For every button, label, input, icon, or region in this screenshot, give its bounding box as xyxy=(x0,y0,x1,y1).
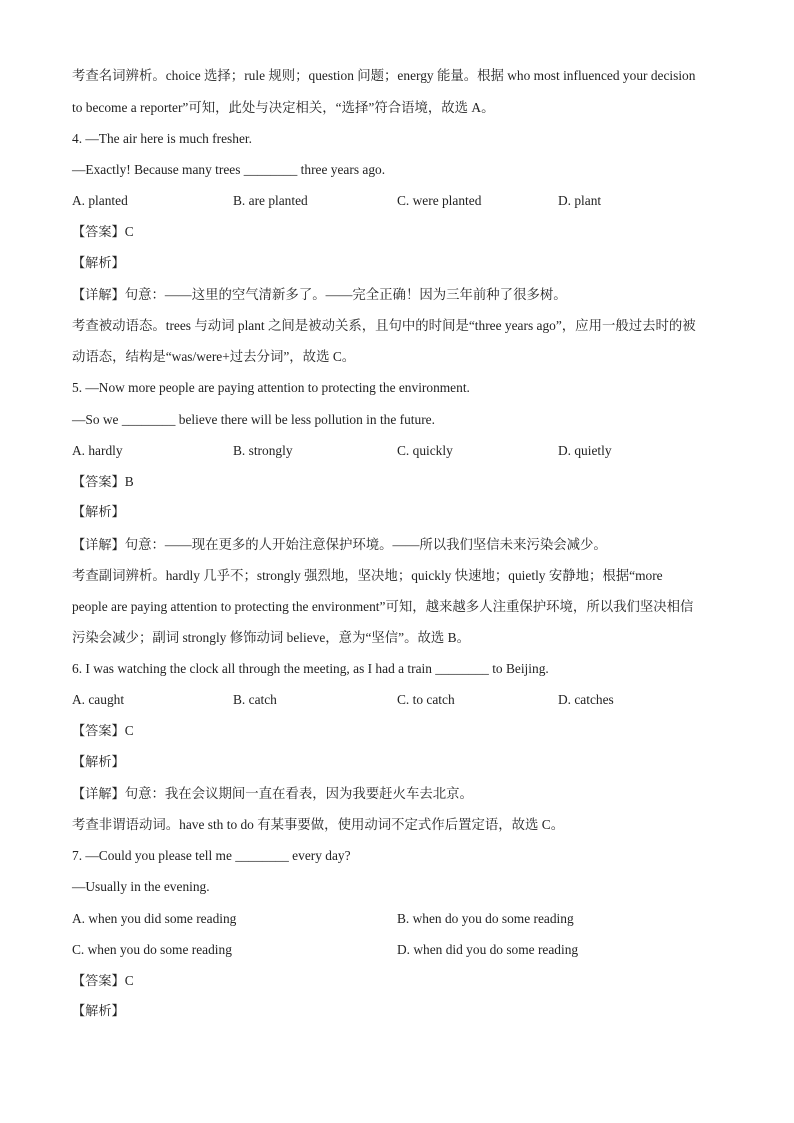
q5-answer xyxy=(72,473,134,492)
q7-answer xyxy=(72,972,134,991)
q4-analysis-label: 【解析】 xyxy=(72,256,125,271)
q6-option-d: D. catches xyxy=(558,692,614,707)
q7-stem-line2: —Usually in the evening. xyxy=(72,879,210,894)
answer-label: 【答案】 xyxy=(72,724,125,739)
q5-explanation-line1: 考查副词辨析。hardly 几乎不；strongly 强烈地，坚决地；quickly 快速地；quietly 安静地；根据“more xyxy=(72,568,663,583)
q5-detail xyxy=(72,536,607,555)
q6-explanation-line1: 考查非谓语动词。have sth to do 有某事要做，使用动词不定式作后置定语，故选 C。 xyxy=(72,817,565,832)
q7-answer-value: C xyxy=(124,973,134,988)
q5-option-b: B. strongly xyxy=(233,443,293,458)
q6-stem-line1: 6. I was watching the clock all through the meeting, as I had a train ________ to Beijing. xyxy=(72,661,549,676)
q7-option-d: D. when did you do some reading xyxy=(397,942,579,957)
q7-stem-line1: 7. —Could you please tell me ________ every day? xyxy=(72,848,351,863)
q6-detail-text: 句意：我在会议期间一直在看表，因为我要赶火车去北京。 xyxy=(124,786,473,801)
q6-option-c: C. to catch xyxy=(397,692,455,707)
q4-stem-line2: —Exactly! Because many trees ________ three years ago. xyxy=(72,162,386,177)
answer-label: 【答案】 xyxy=(72,475,125,490)
q4-option-a: A. planted xyxy=(72,193,128,208)
q4-detail xyxy=(72,286,567,305)
detail-label: 【详解】 xyxy=(72,538,125,553)
q4-explanation-line1: 考查被动语态。trees 与动词 plant 之间是被动关系，且句中的时间是“three years ago”，应用一般过去时的被 xyxy=(72,318,696,333)
q6-detail xyxy=(72,785,473,804)
q3-analysis-line1: 考查名词辨析。choice 选择；rule 规则；question 问题；energy 能量。根据 who most influenced your decision xyxy=(72,68,696,83)
detail-label: 【详解】 xyxy=(72,288,125,303)
answer-label: 【答案】 xyxy=(72,974,125,989)
q3-analysis-line2: to become a reporter”可知，此处与决定相关，“选择”符合语境，故选 A。 xyxy=(72,100,495,115)
q5-analysis-label: 【解析】 xyxy=(72,505,125,520)
q4-option-c: C. were planted xyxy=(397,193,482,208)
q5-explanation-line2: people are paying attention to protecting the environment”可知，越来越多人注重保护环境，所以我们坚决相信 xyxy=(72,599,694,614)
answer-label: 【答案】 xyxy=(72,225,125,240)
q7-option-a: A. when you did some reading xyxy=(72,911,237,926)
q4-option-b: B. are planted xyxy=(233,193,308,208)
q5-stem-line2: —So we ________ believe there will be less pollution in the future. xyxy=(72,412,435,427)
q6-answer-value: C xyxy=(124,723,134,738)
q5-option-d: D. quietly xyxy=(558,443,612,458)
q6-option-b: B. catch xyxy=(233,692,277,707)
q6-answer xyxy=(72,722,134,741)
q5-answer-value: B xyxy=(124,474,134,489)
q4-answer xyxy=(72,223,134,242)
q4-detail-text: 句意：——这里的空气清新多了。——完全正确！因为三年前种了很多树。 xyxy=(124,287,567,302)
q7-option-b: B. when do you do some reading xyxy=(397,911,574,926)
q7-analysis-label: 【解析】 xyxy=(72,1004,125,1019)
q4-stem-line1: 4. —The air here is much fresher. xyxy=(72,131,252,146)
q5-option-c: C. quickly xyxy=(397,443,453,458)
q7-option-c: C. when you do some reading xyxy=(72,942,232,957)
q6-option-a: A. caught xyxy=(72,692,125,707)
q5-stem-line1: 5. —Now more people are paying attention to protecting the environment. xyxy=(72,380,470,395)
q4-option-d: D. plant xyxy=(558,193,602,208)
q5-option-a: A. hardly xyxy=(72,443,123,458)
q6-analysis-label: 【解析】 xyxy=(72,755,125,770)
q5-explanation-line3: 污染会减少；副词 strongly 修饰动词 believe，意为“坚信”。故选 B。 xyxy=(72,630,470,645)
q4-answer-value: C xyxy=(124,224,134,239)
q4-explanation-line2: 动语态，结构是“was/were+过去分词”，故选 C。 xyxy=(72,349,356,364)
detail-label: 【详解】 xyxy=(72,787,125,802)
q5-detail-text: 句意：——现在更多的人开始注意保护环境。——所以我们坚信未来污染会减少。 xyxy=(124,537,607,552)
